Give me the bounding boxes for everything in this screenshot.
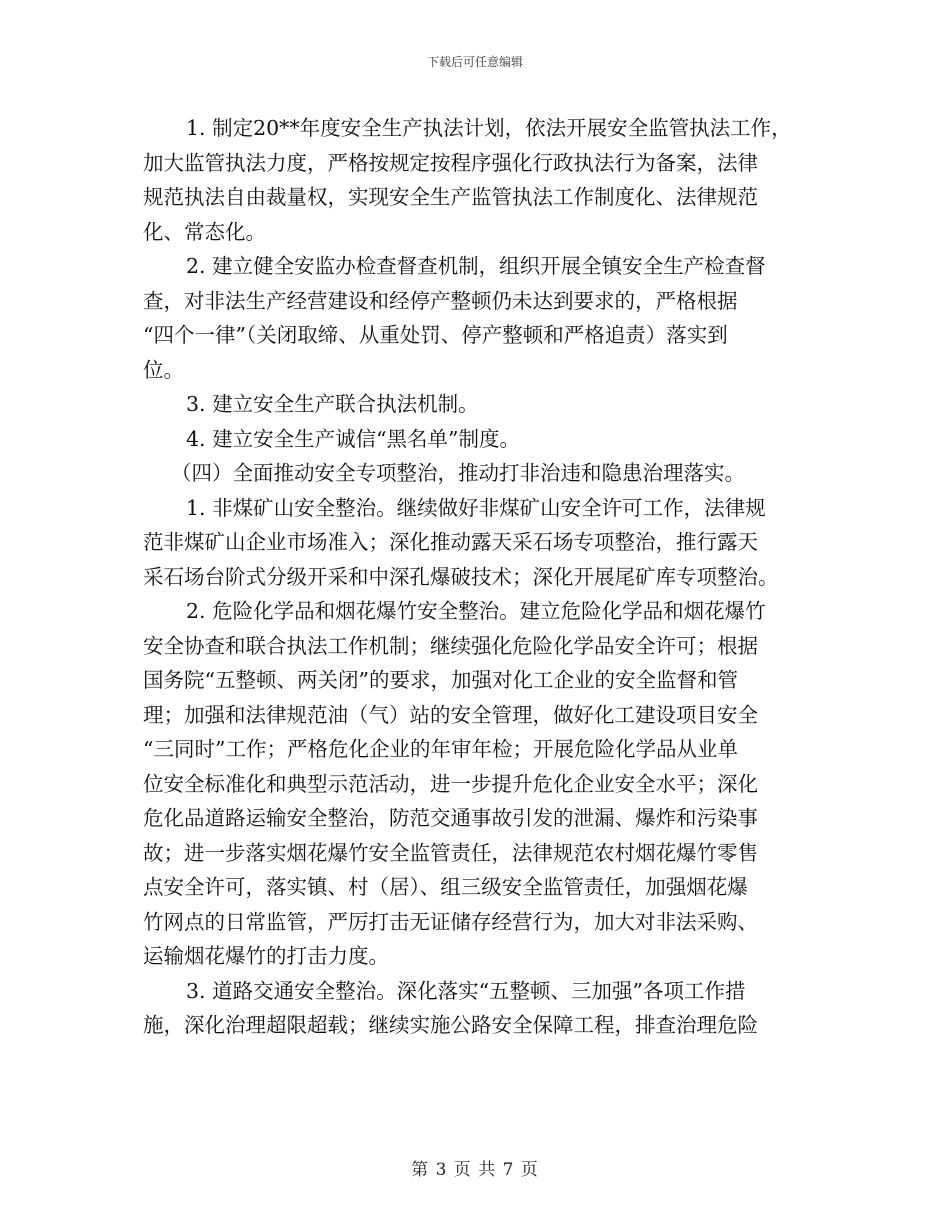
text-line: 2. 危险化学品和烟花爆竹安全整治。建立危险化学品和烟花爆竹 (186, 599, 766, 623)
text-line: “三同时”工作；严格危化企业的年审年检；开展危险化学品从业单 (143, 737, 738, 761)
text-line: 危化品道路运输安全整治，防范交通事故引发的泄漏、爆炸和污染事 (143, 806, 758, 830)
text-line: 查，对非法生产经营建设和经停产整顿仍未达到要求的，严格根据 (143, 288, 738, 313)
document-body (143, 111, 808, 1043)
text-line: （四）全面推动安全专项整治，推动打非治违和隐患治理落实。 (171, 461, 745, 485)
text-line: 运输烟花爆竹的打击力度。 (143, 944, 389, 968)
text-line: 3. 道路交通安全整治。深化落实“五整顿、三加强”各项工作措 (186, 978, 746, 1003)
text-line: 2. 建立健全安监办检查督查机制，组织开展全镇安全生产检查督 (186, 254, 766, 278)
text-line: “四个一律”（关闭取缔、从重处罚、停产整顿和严格追责）落实到 (143, 323, 728, 347)
page-header: 下载后可任意编辑 (426, 55, 523, 69)
text-line: 位。 (143, 357, 184, 382)
text-line: 1. 制定20**年度安全生产执法计划，依法开展安全监管执法工作， (186, 116, 792, 140)
page-number: 第 3 页 共 7 页 (411, 1160, 539, 1180)
text-line: 安全协查和联合执法工作机制；继续强化危险化学品安全许可；根据 (143, 633, 758, 658)
text-line: 4. 建立安全生产诚信“黑名单”制度。 (186, 426, 521, 451)
text-line: 故；进一步落实烟花爆竹安全监管责任，法律规范农村烟花爆竹零售 (143, 840, 758, 865)
text-line: 3. 建立安全生产联合执法机制。 (186, 392, 479, 416)
text-line: 采石场台阶式分级开采和中深孔爆破技术；深化开展尾矿库专项整治。 (143, 564, 779, 589)
text-line: 位安全标准化和典型示范活动，进一步提升危化企业安全水平；深化 (143, 771, 758, 796)
text-line: 范非煤矿山企业市场准入；深化推动露天采石场专项整治，推行露天 (143, 530, 758, 554)
text-line: 国务院“五整顿、两关闭”的要求，加强对化工企业的安全监督和管 (143, 668, 738, 692)
text-line: 规范执法自由裁量权，实现安全生产监管执法工作制度化、法律规范 (143, 185, 758, 209)
text-line: 施，深化治理超限超载；继续实施公路安全保障工程，排查治理危险 (143, 1013, 758, 1037)
text-line: 化、常态化。 (143, 219, 266, 244)
text-line: 点安全许可，落实镇、村（居）、组三级安全监管责任，加强烟花爆 (143, 875, 748, 899)
text-line: 1. 非煤矿山安全整治。继续做好非煤矿山安全许可工作，法律规 (186, 495, 766, 520)
text-line: 加大监管执法力度，严格按规定按程序强化行政执法行为备案，法律 (143, 150, 758, 175)
text-line: 竹网点的日常监管，严厉打击无证储存经营行为，加大对非法采购、 (143, 909, 758, 934)
text-line: 理；加强和法律规范油（气）站的安全管理，做好化工建设项目安全 (143, 702, 758, 727)
